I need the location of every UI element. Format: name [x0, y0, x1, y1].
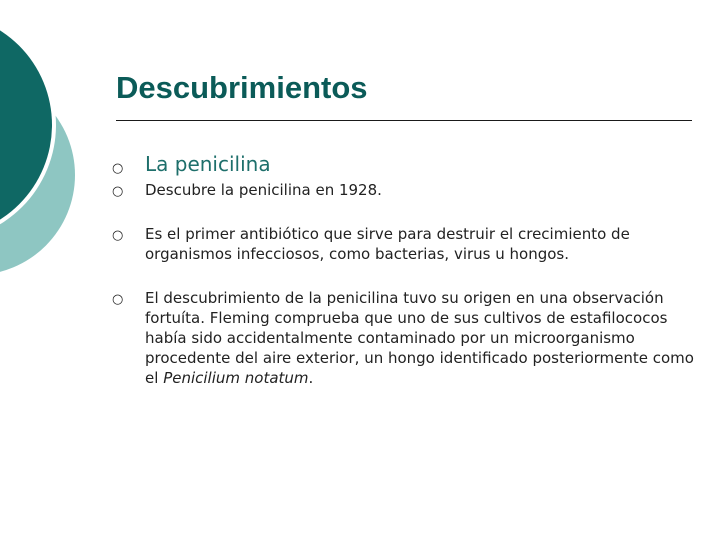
bullet-item: [105, 180, 695, 200]
hollow-circle-icon: ○: [112, 184, 124, 199]
bullet-trailing-punctuation: .: [308, 369, 314, 387]
slide-title: Descubrimientos: [116, 70, 368, 105]
hollow-circle-icon: ○: [112, 292, 124, 307]
bullet-item: [105, 224, 695, 264]
bullet-text: Descubre la penicilina en 1928.: [145, 181, 382, 199]
hollow-circle-icon: ○: [112, 228, 124, 243]
bullet-text: La penicilina: [145, 152, 271, 176]
bullet-item: [105, 150, 695, 178]
bullet-item: [105, 288, 695, 388]
hollow-circle-icon: ○: [112, 161, 124, 176]
title-divider: [116, 120, 692, 121]
species-name: Penicilium notatum: [163, 369, 309, 387]
bullet-text: El descubrimiento de la penicilina tuvo su origen en una observación fortuíta. Fleming comprueba que uno de sus cultivos de estafilococos había sido accidentalmente contaminado por un microorganismo procedente del aire exterior, un hongo identificado posteriormente como el: [145, 289, 694, 387]
bullet-text: Es el primer antibiótico que sirve para destruir el crecimiento de organismos infecciosos, como bacterias, virus u hongos.: [145, 225, 630, 263]
bullet-list: [105, 150, 695, 388]
